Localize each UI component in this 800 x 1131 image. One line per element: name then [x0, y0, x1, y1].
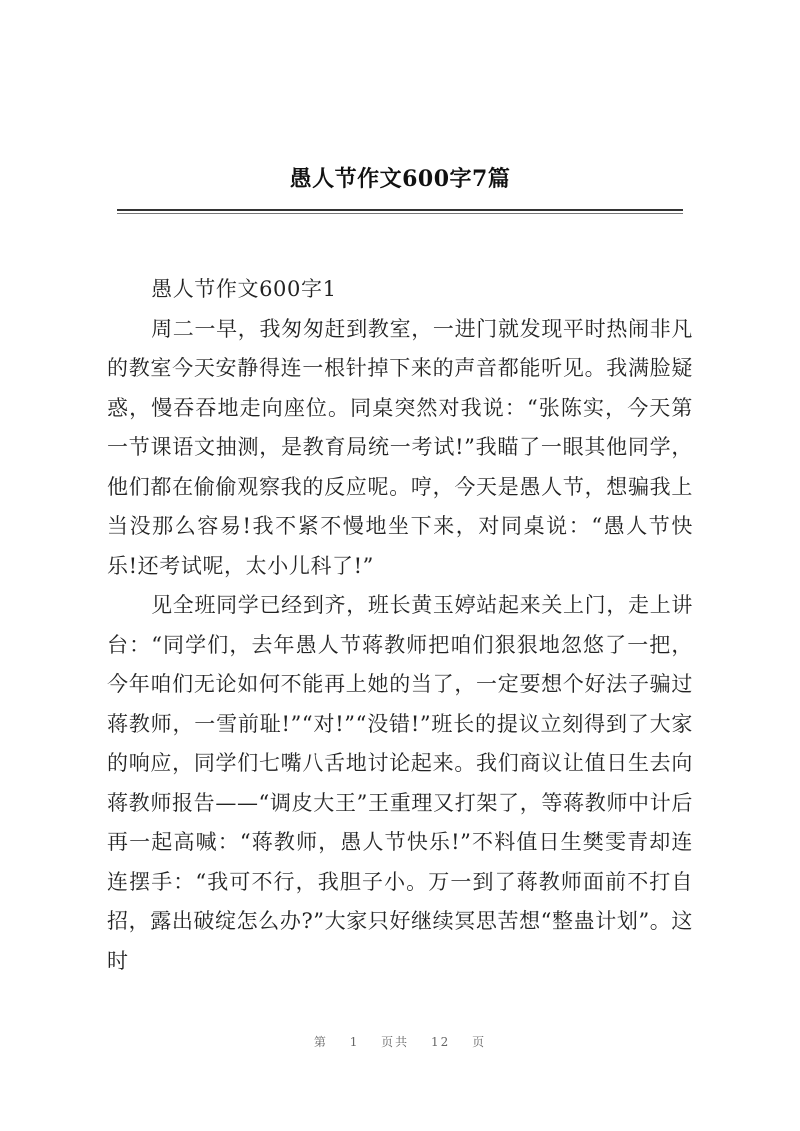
document-title: 愚人节作文600字7篇 — [289, 166, 511, 192]
paragraph: 周二一早，我匆匆赶到教室，一进门就发现平时热闹非凡的教室今天安静得连一根针掉下来的声音都能听见。我满脸疑惑，慢吞吞地走向座位。同桌突然对我说：“张陈实，今天第一节课语文抽测，是教育局统一考试!”我瞄了一眼其他同学，他们都在偷偷观察我的反应呢。哼，今天是愚人节，想骗我上当没那么容易!我不紧不慢地坐下来，对同桌说：“愚人节快乐!还考试呢，太小儿科了!” — [107, 316, 693, 578]
paragraph: 见全班同学已经到齐，班长黄玉婷站起来关上门，走上讲台：“同学们，去年愚人节蒋教师把咱们狠狠地忽悠了一把，今年咱们无论如何不能再上她的当了，一定要想个好法子骗过蒋教师，一雪前耻!”“对!”“没错!”班长的提议立刻得到了大家的响应，同学们七嘴八舌地讨论起来。我们商议让值日生去向蒋教师报告——“调皮大王”王重理又打架了，等蒋教师中计后再一起高喊：“蒋教师，愚人节快乐!”不料值日生樊雯青却连连摆手：“我可不行，我胆子小。万一到了蒋教师面前不打自招，露出破绽怎么办?”大家只好继续冥思苦想“整蛊计划”。这时 — [107, 593, 693, 973]
footer-page-end: 页 — [472, 1035, 487, 1049]
title-divider-thin — [117, 213, 683, 214]
footer-page-mid: 页共 — [381, 1035, 410, 1049]
page-footer — [0, 1033, 800, 1050]
footer-total-pages: 12 — [431, 1035, 451, 1049]
document-body — [107, 270, 693, 981]
section-heading: 愚人节作文600字1 — [151, 277, 337, 301]
title-divider — [117, 209, 683, 211]
footer-page-number: 1 — [349, 1035, 360, 1049]
footer-page-label: 第 — [313, 1035, 328, 1049]
